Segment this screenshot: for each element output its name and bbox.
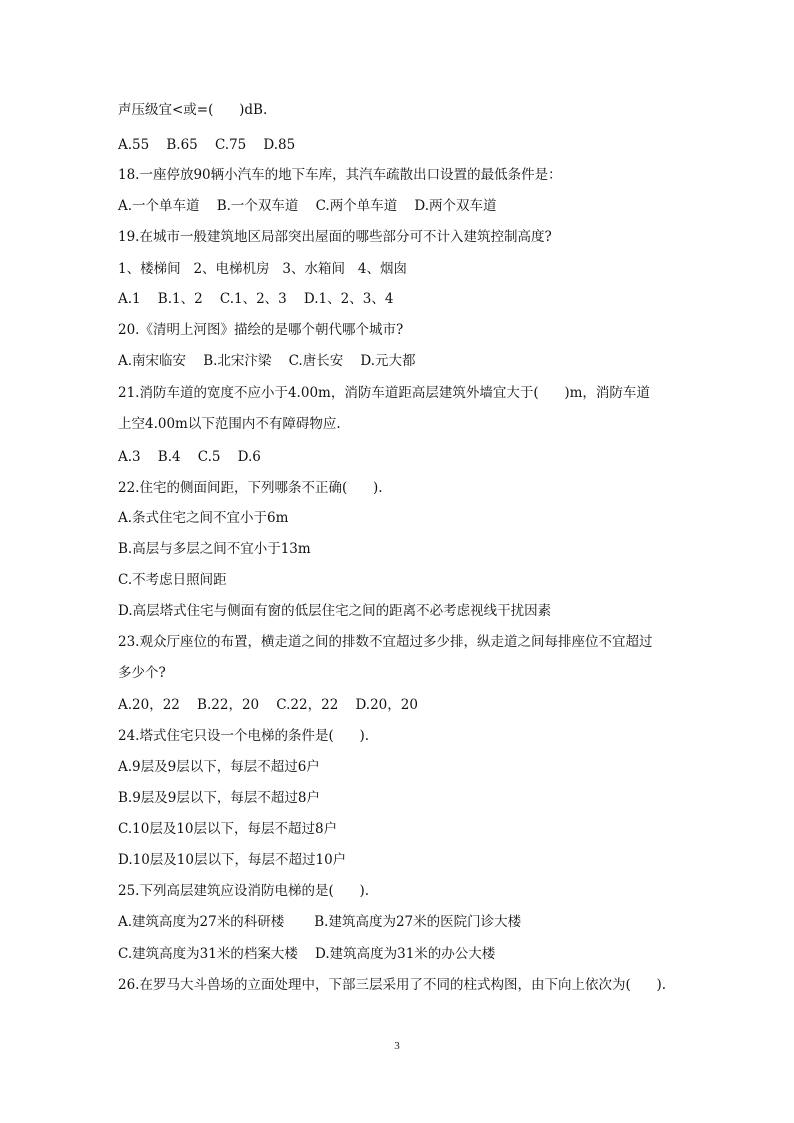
answer-option: D.10层及10层以下，每层不超过10户: [118, 852, 347, 868]
answer-options: A.一个单车道 B.一个双车道 C.两个单车道 D.两个双车道: [118, 198, 497, 214]
text-line: 多少个?: [118, 665, 166, 681]
question-20: 20.《清明上河图》描绘的是哪个朝代哪个城市?: [118, 322, 404, 338]
question-26: 26.在罗马大斗兽场的立面处理中，下部三层采用了不同的柱式构图，由下向上依次为( ).: [118, 977, 667, 993]
text-line: 声压级宜<或=( )dB.: [118, 102, 268, 118]
question-25: 25.下列高层建筑应设消防电梯的是( ).: [118, 883, 370, 899]
answer-option: C.10层及10层以下，每层不超过8户: [118, 821, 338, 837]
question-24: 24.塔式住宅只设一个电梯的条件是( ).: [118, 728, 370, 744]
question-22: 22.住宅的侧面间距，下列哪条不正确( ).: [118, 480, 383, 496]
answer-options: A.南宋临安 B.北宋汴梁 C.唐长安 D.元大都: [118, 353, 416, 369]
answer-options: A.建筑高度为27米的科研楼 B.建筑高度为27米的医院门诊大楼: [118, 914, 522, 930]
question-23: 23.观众厅座位的布置，横走道之间的排数不宜超过多少排，纵走道之间每排座位不宜超过: [118, 634, 653, 650]
answer-options: A.20，22 B.22，20 C.22，22 D.20，20: [118, 697, 418, 713]
answer-option: A.条式住宅之间不宜小于6m: [118, 510, 289, 526]
answer-option: A.9层及9层以下，每层不超过6户: [118, 759, 320, 775]
answer-option: D.高层塔式住宅与侧面有窗的低层住宅之间的距离不必考虑视线干扰因素: [118, 603, 552, 619]
answer-options: A.1 B.1、2 C.1、2、3 D.1、2、3、4: [118, 291, 394, 307]
page-number: 3: [394, 1040, 400, 1052]
text-line: 上空4.00m以下范围内不有障碍物应.: [118, 416, 341, 432]
answer-option: C.不考虑日照间距: [118, 572, 227, 588]
answer-option: B.9层及9层以下，每层不超过8户: [118, 790, 320, 806]
answer-options: A.3 B.4 C.5 D.6: [118, 449, 261, 465]
answer-option: B.高层与多层之间不宜小于13m: [118, 541, 311, 557]
question-18: 18.一座停放90辆小汽车的地下车库，其汽车疏散出口设置的最低条件是：: [118, 167, 562, 183]
question-21: 21.消防车道的宽度不应小于4.00m，消防车道距高层建筑外墙宜大于( )m，消防车道: [118, 385, 650, 401]
question-19: 19.在城市一般建筑地区局部突出屋面的哪些部分可不计入建筑控制高度?: [118, 229, 552, 245]
answer-options: C.建筑高度为31米的档案大楼 D.建筑高度为31米的办公大楼: [118, 946, 496, 962]
answer-options: A.55 B.65 C.75 D.85: [118, 137, 296, 153]
text-line: 1、楼梯间 2、电梯机房 3、水箱间 4、烟囱: [118, 261, 407, 277]
